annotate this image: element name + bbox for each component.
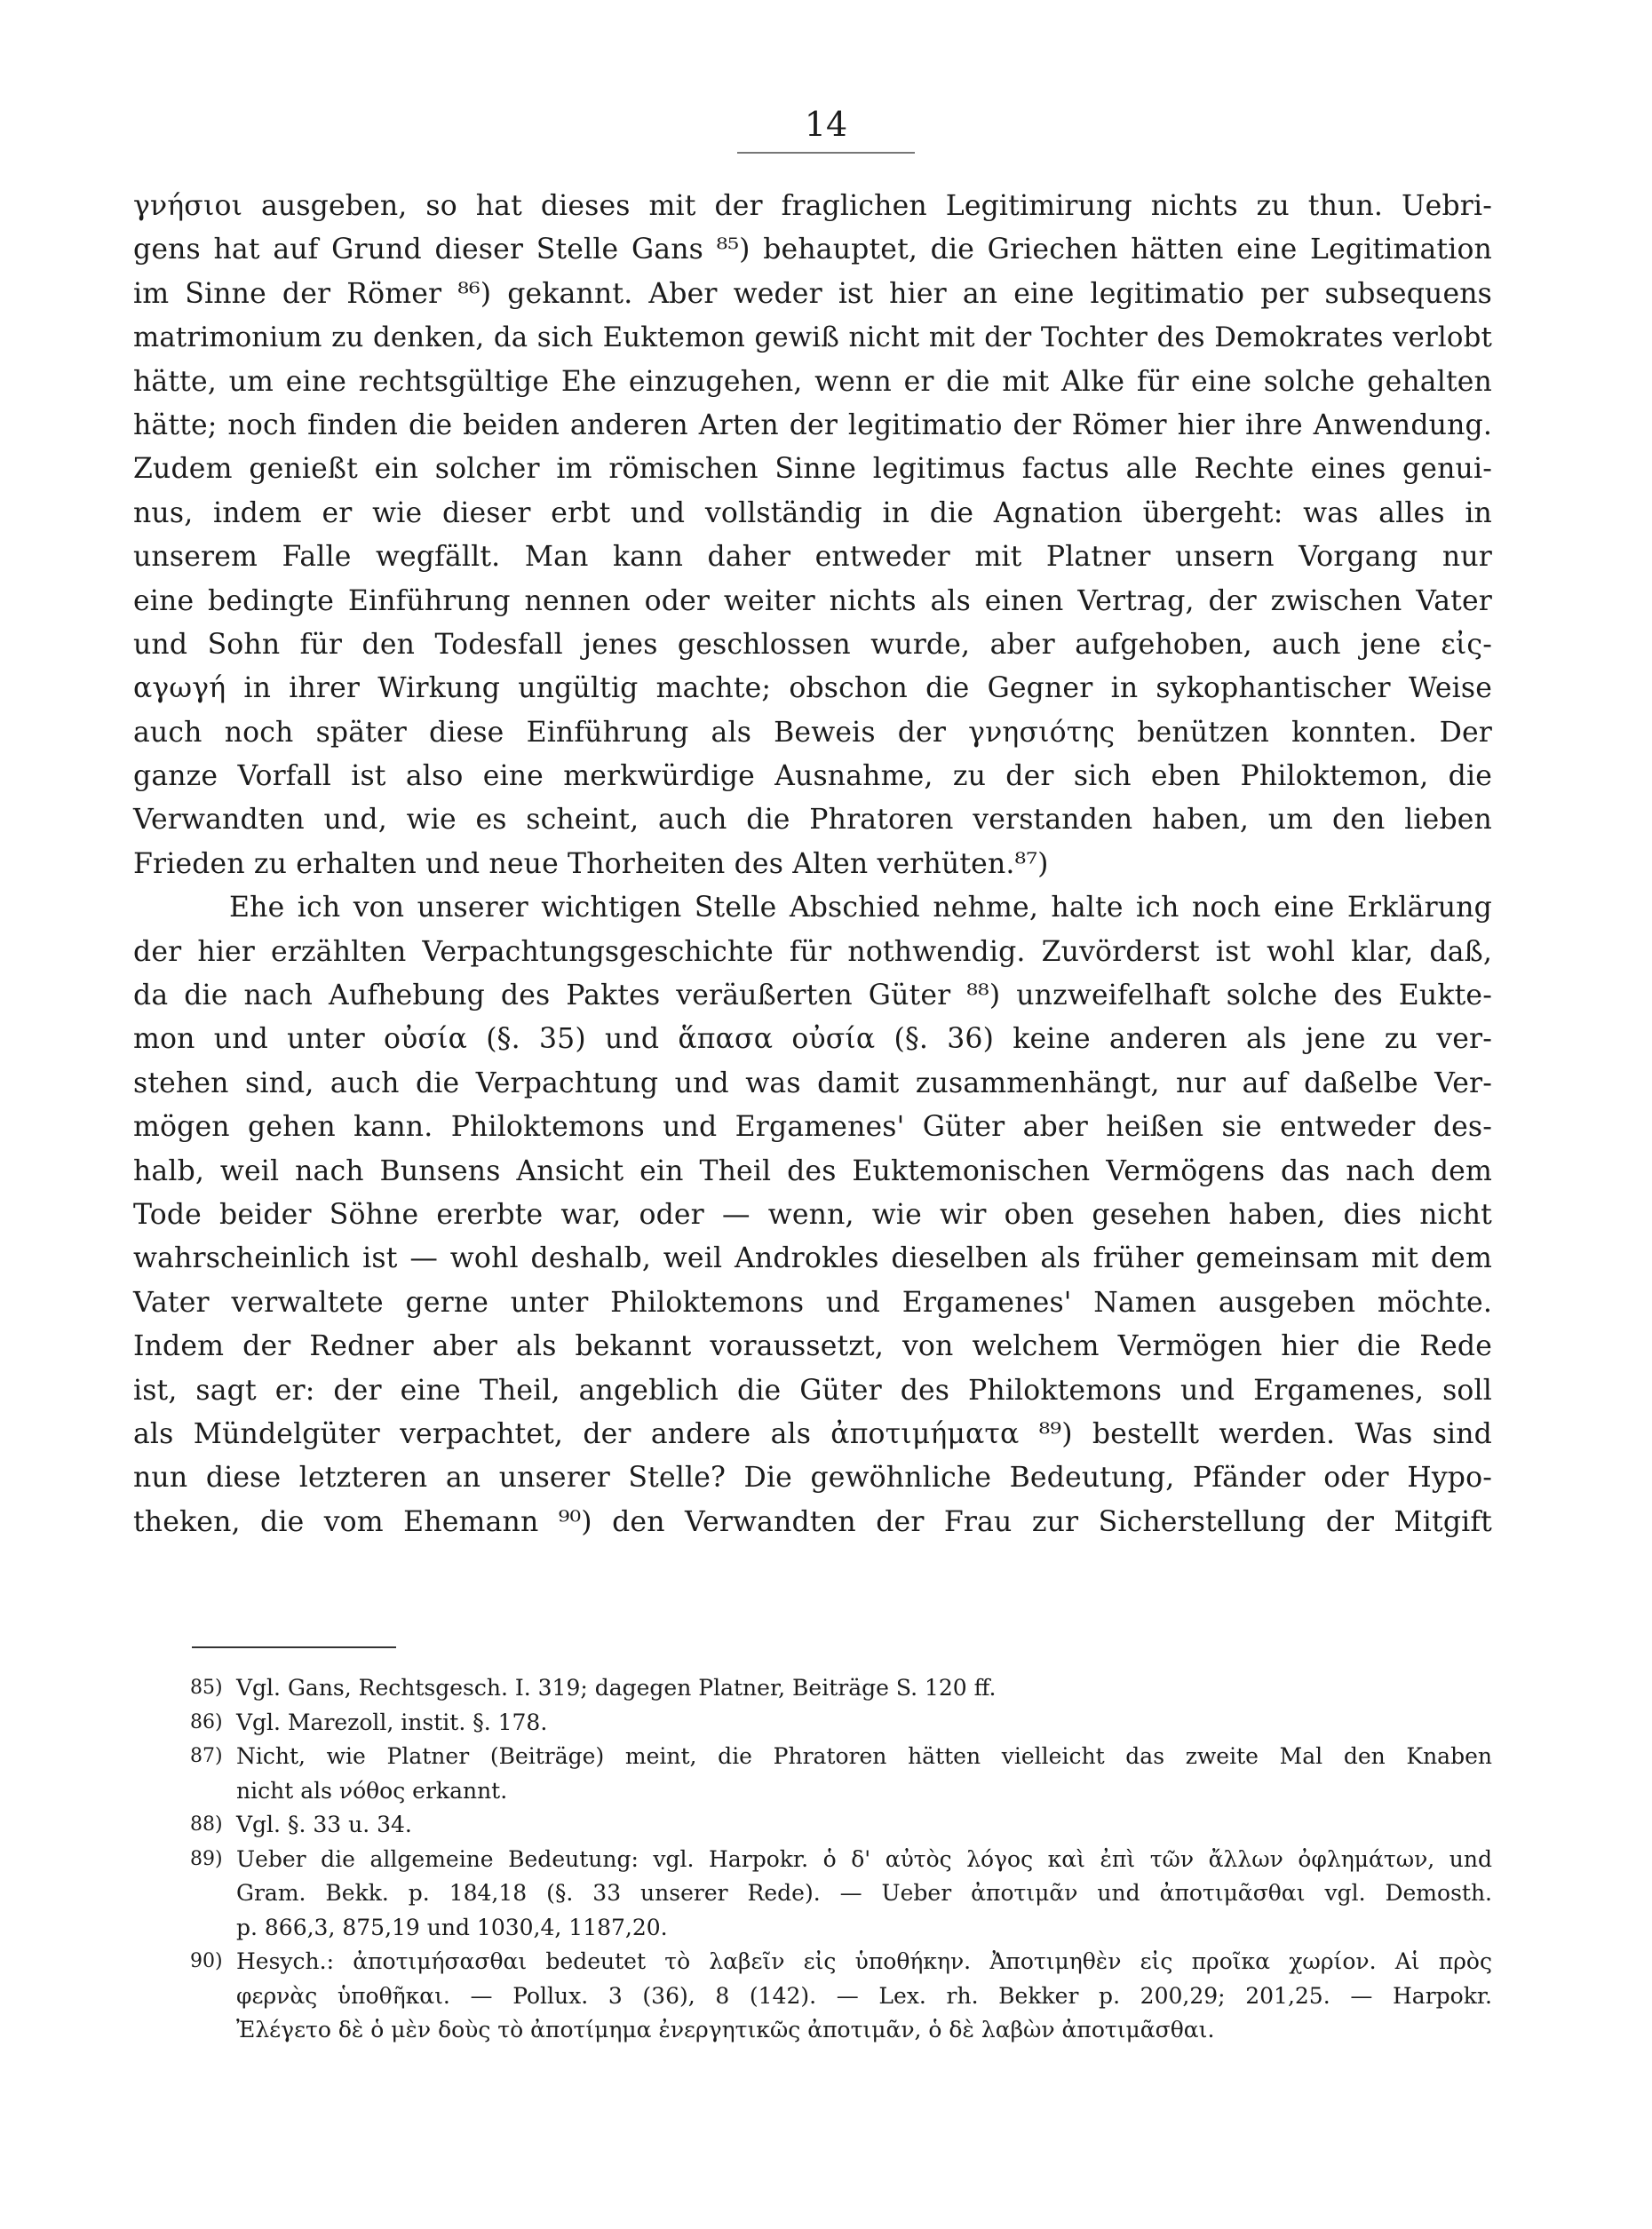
footnote: [190, 1843, 1492, 1946]
text-line: unserem Falle wegfällt. Man kann daher entweder mit Platner unsern Vorgang nur: [133, 541, 1492, 574]
footnote-rule: [192, 1646, 396, 1648]
footnote: [190, 1740, 1492, 1808]
text-line: im Sinne der Römer ⁸⁶) gekannt. Aber weder ist hier an eine legitimatio per subsequens: [133, 277, 1492, 310]
text-line: halb, weil nach Bunsens Ansicht ein Theil des Euktemonischen Vermögens das nach dem: [133, 1154, 1492, 1187]
footnote-line: Nicht, wie Platner (Beiträge) meint, die Phratoren hätten vielleicht das zweite Mal den Knaben: [236, 1743, 1492, 1769]
text-line: da die nach Aufhebung des Paktes veräußerten Güter ⁸⁸) unzweifelhaft solche des Eukte-: [133, 980, 1492, 1012]
footnote-number: 89): [190, 1847, 223, 1870]
footnote-number: 87): [190, 1745, 223, 1767]
footnote-number: 90): [190, 1950, 223, 1972]
text-line: mögen gehen kann. Philoktemons und Ergamenes' Güter aber heißen sie entweder des-: [133, 1111, 1492, 1144]
main-text: [133, 185, 1492, 1544]
text-line: auch noch später diese Einführung als Beweis der γνησιότης benützen konnten. Der: [133, 716, 1492, 749]
footnote-number: 85): [190, 1677, 223, 1699]
footnote-line: Vgl. Gans, Rechtsgesch. I. 319; dagegen Platner, Beiträge S. 120 ff.: [236, 1675, 997, 1701]
text-line: Verwandten und, wie es scheint, auch die Phratoren verstanden haben, um den lieben: [133, 804, 1492, 837]
footnote-line: nicht als νόθος erkannt.: [236, 1777, 508, 1804]
footnote: [190, 1945, 1492, 2048]
text-line: αγωγή in ihrer Wirkung ungültig machte; obschon die Gegner in sykophantischer Weise: [133, 672, 1492, 705]
footnote: [190, 1808, 1492, 1843]
text-line: theken, die vom Ehemann ⁹⁰) den Verwandten der Frau zur Sicherstellung der Mitgift: [133, 1505, 1492, 1538]
footnote-line: Ἐλέγετο δὲ ὁ μὲν δοὺς τὸ ἀποτίμημα ἐνεργητικῶς ἀποτιμᾶν, ὁ δὲ λαβὼν ἀποτιμᾶσθαι.: [236, 2017, 1215, 2043]
text-line: und Sohn für den Todesfall jenes geschlossen wurde, aber aufgehoben, auch jene εἰς-: [133, 628, 1492, 661]
footnote-line: Vgl. §. 33 u. 34.: [236, 1812, 412, 1837]
text-line: Vater verwaltete gerne unter Philoktemons und Ergamenes' Namen ausgeben möchte.: [133, 1286, 1492, 1319]
footnote-line: Hesych.: ἀποτιμήσασθαι bedeutet τὸ λαβεῖν εἰς ὑποθήκην. Ἀποτιμηθὲν εἰς προῖκα χωρίον. Αἱ πρὸς: [236, 1948, 1492, 1974]
text-line: hätte; noch finden die beiden anderen Arten der legitimatio der Römer hier ihre Anwendung.: [133, 409, 1492, 441]
text-line: nus, indem er wie dieser erbt und vollständig in die Agnation übergeht: was alles in: [133, 496, 1492, 529]
footnote-line: φερνὰς ὑποθῆκαι. — Pollux. 3 (36), 8 (142). — Lex. rh. Bekker p. 200,29; 201,25. — Harpokr.: [236, 1982, 1492, 2009]
footnote-line: Ueber die allgemeine Bedeutung: vgl. Harpokr. ὁ δ' αὐτὸς λόγος καὶ ἐπὶ τῶν ἄλλων ὀφλημάτων, und: [236, 1845, 1492, 1872]
header-rule: [737, 152, 915, 154]
text-line: γνήσιοι ausgeben, so hat dieses mit der fraglichen Legitimirung nichts zu thun. Uebri-: [133, 190, 1492, 222]
footnote-line: p. 866,3, 875,19 und 1030,4, 1187,20.: [236, 1914, 668, 1940]
footnote: [190, 1706, 1492, 1741]
text-line: der hier erzählten Verpachtungsgeschichte für nothwendig. Zuvörderst ist wohl klar, daß,: [133, 935, 1492, 968]
text-line: Zudem genießt ein solcher im römischen Sinne legitimus factus alle Rechte eines genui-: [133, 453, 1492, 486]
text-line: hätte, um eine rechtsgültige Ehe einzugehen, wenn er die mit Alke für eine solche gehalten: [133, 365, 1492, 398]
text-line: als Mündelgüter verpachtet, der andere als ἀποτιμήματα ⁸⁹) bestellt werden. Was sind: [133, 1417, 1492, 1450]
text-line: stehen sind, auch die Verpachtung und was damit zusammenhängt, nur auf daßelbe Ver-: [133, 1067, 1492, 1099]
footnote-number: 86): [190, 1710, 223, 1733]
text-line: Tode beider Söhne ererbte war, oder — wenn, wie wir oben gesehen haben, dies nicht: [133, 1198, 1492, 1231]
text-line: matrimonium zu denken, da sich Euktemon gewiß nicht mit der Tochter des Demokrates verlobt: [133, 321, 1492, 354]
text-line: gens hat auf Grund dieser Stelle Gans ⁸⁵) behauptet, die Griechen hätten eine Legitimation: [133, 234, 1492, 266]
footnote: [190, 1671, 1492, 1706]
text-line: eine bedingte Einführung nennen oder weiter nichts als einen Vertrag, der zwischen Vater: [133, 584, 1492, 617]
text-line: Indem der Redner aber als bekannt voraussetzt, von welchem Vermögen hier die Rede: [133, 1330, 1492, 1363]
paragraph-start-line: Ehe ich von unserer wichtigen Stelle Abschied nehme, halte ich noch eine Erklärung: [229, 892, 1492, 924]
footnote-number: 88): [190, 1813, 223, 1836]
footnote-line: Vgl. Marezoll, instit. §. 178.: [236, 1709, 548, 1735]
footnote-line: Gram. Bekk. p. 184,18 (§. 33 unserer Rede). — Ueber ἀποτιμᾶν und ἀποτιμᾶσθαι vgl. Demosth.: [236, 1880, 1492, 1906]
text-line: mon und unter οὐσία (§. 35) und ἅπασα οὐσία (§. 36) keine anderen als jene zu ver-: [133, 1023, 1492, 1056]
text-line: wahrscheinlich ist — wohl deshalb, weil Androkles dieselben als früher gemeinsam mit dem: [133, 1242, 1492, 1275]
footnotes: [190, 1671, 1492, 2048]
text-line: ist, sagt er: der eine Theil, angeblich die Güter des Philoktemons und Ergamenes, soll: [133, 1374, 1492, 1407]
text-line: nun diese letzteren an unserer Stelle? Die gewöhnliche Bedeutung, Pfänder oder Hypo-: [133, 1462, 1492, 1495]
page-number: 14: [804, 105, 848, 144]
text-line: Frieden zu erhalten und neue Thorheiten des Alten verhüten.⁸⁷): [133, 847, 1049, 880]
text-line: ganze Vorfall ist also eine merkwürdige Ausnahme, zu der sich eben Philoktemon, die: [133, 760, 1492, 793]
